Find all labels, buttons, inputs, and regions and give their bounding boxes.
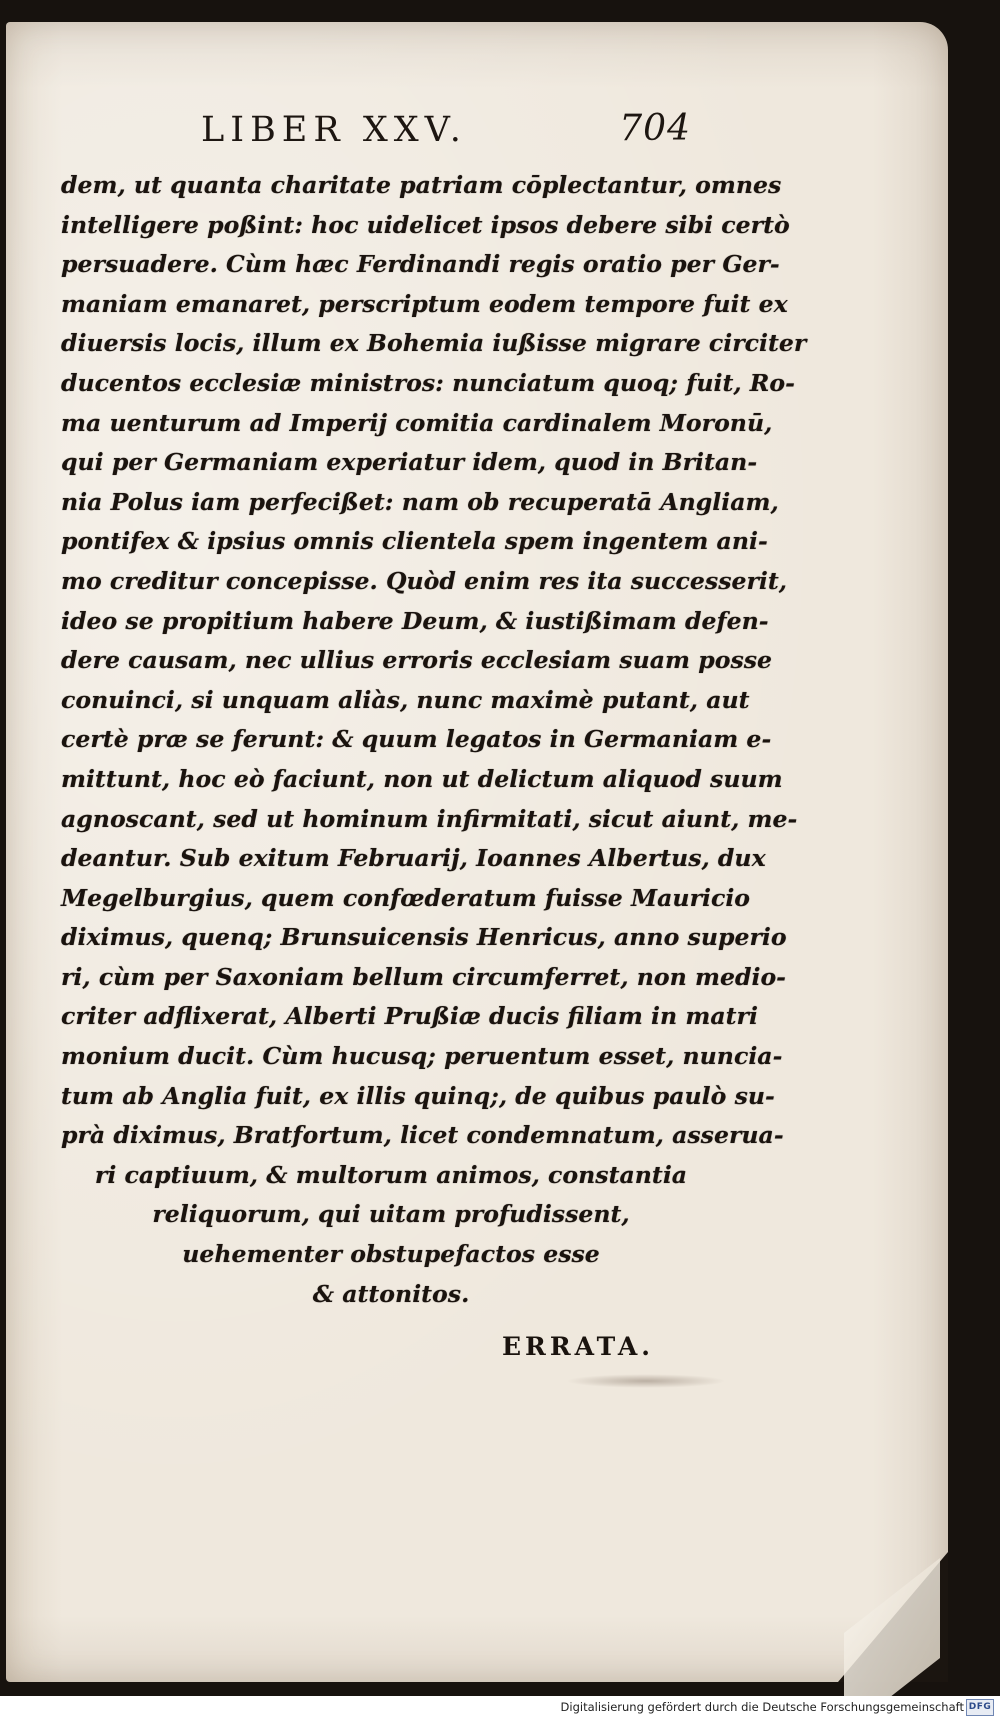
catchword: ERRATA. [502,1332,654,1361]
text-line: diximus, quenq; Brunsuicensis Henricus, anno superio [61,923,787,952]
text-line: & attonitos. [312,1279,470,1308]
text-line: ideo se propitium habere Deum, & iustißimam defen- [61,606,769,635]
text-line: qui per Germaniam experiatur idem, quod in Britan- [61,448,758,477]
text-line: mo creditur concepisse. Quòd enim res ita successerit, [61,566,788,595]
digitization-footer [0,1696,1000,1718]
text-line: pontifex & ipsius omnis clientela spem ingentem ani- [61,527,768,556]
text-line: mittunt, hoc eò faciunt, non ut delictum aliquod suum [61,764,783,793]
text-line: persuadere. Cùm hæc Ferdinandi regis oratio per Ger- [61,250,780,279]
text-line: certè præ se ferunt: & quum legatos in Germaniam e- [61,725,772,754]
text-line: diuersis locis, illum ex Bohemia iußisse migrare circiter [61,329,807,358]
running-title: LIBER XXV. [201,110,467,150]
body-text [61,166,807,1314]
text-line: agnoscant, sed ut hominum infirmitati, sicut aiunt, me- [61,804,798,833]
text-line: ducentos ecclesiæ ministros: nunciatum quoq; fuit, Ro- [61,368,795,397]
dfg-logo-icon: DFG [966,1699,994,1716]
text-line: ma uenturum ad Imperij comitia cardinalem Moronū, [61,408,773,437]
book-page [6,22,948,1682]
text-line: criter adflixerat, Alberti Prußiæ ducis filiam in matri [61,1002,758,1031]
text-line: conuinci, si unquam aliàs, nunc maximè putant, aut [61,685,750,714]
text-line: prà diximus, Bratfortum, licet condemnatum, asserua- [61,1121,784,1150]
text-line: tum ab Anglia fuit, ex illis quinq;, de quibus paulò su- [61,1081,775,1110]
text-line: monium ducit. Cùm hucusq; peruentum esset, nuncia- [61,1042,783,1071]
text-line: dem, ut quanta charitate patriam cōplectantur, omnes [61,171,782,199]
text-line: dere causam, nec ullius erroris ecclesiam suam posse [61,646,773,675]
text-line: maniam emanaret, perscriptum eodem tempore fuit ex [61,289,788,318]
text-line: ri, cùm per Saxoniam bellum circumferret, non medio- [61,962,786,991]
text-line: reliquorum, qui uitam profudissent, [152,1200,630,1229]
page-number: 704 [619,108,691,149]
text-line: intelligere poßint: hoc uidelicet ipsos debere sibi certò [61,210,790,239]
funding-credit: Digitalisierung gefördert durch die Deutsche Forschungsgemeinschaft [560,1700,964,1714]
text-line: Megelburgius, quem confœderatum fuisse Mauricio [61,883,751,912]
text-line: nia Polus iam perfecißet: nam ob recuperatā Angliam, [61,487,779,516]
text-line: deantur. Sub exitum Februarij, Ioannes Albertus, dux [61,844,766,873]
page-header [201,110,691,162]
ink-show-through [566,1374,726,1388]
text-line: uehementer obstupefactos esse [182,1240,600,1269]
text-line: ri captiuum, & multorum animos, constantia [94,1160,688,1189]
